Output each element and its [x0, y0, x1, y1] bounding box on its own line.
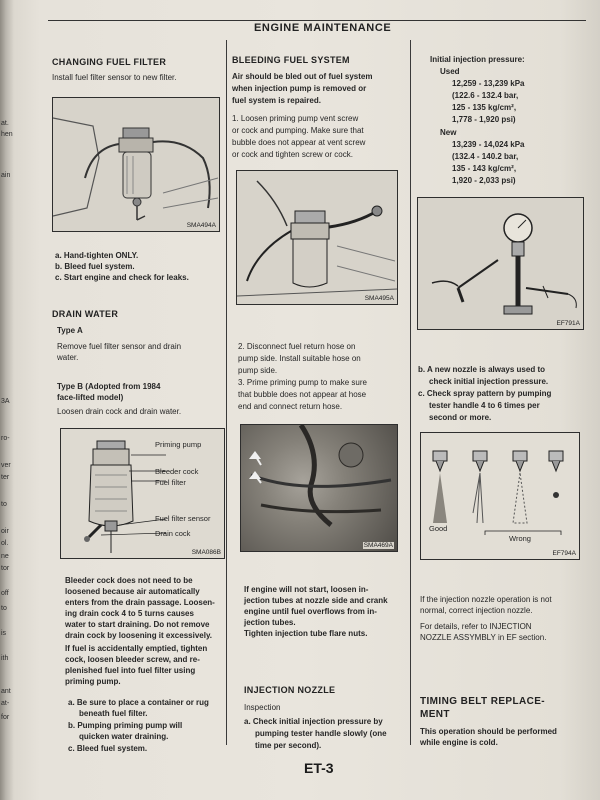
bleeding-note: jection tubes at nozzle side and crank: [244, 596, 388, 605]
nozzle-good: [433, 451, 447, 523]
margin-fragment: at.: [1, 120, 9, 127]
callout-drain-cock: Drain cock: [155, 529, 191, 538]
used-value: (122.6 - 132.4 bar,: [452, 91, 519, 100]
nozzle-step-c: c. Check spray pattern by pumping: [418, 389, 552, 398]
figure-label: SMA469A: [363, 542, 393, 549]
bleeding-note: jection tubes.: [244, 618, 296, 627]
spray-good-label: Good: [429, 524, 448, 533]
bleeding-step-2: pump side. Install suitable hose on: [238, 354, 361, 363]
drain-cock-figure: [60, 428, 225, 559]
figure-label: SMA494A: [186, 222, 216, 229]
header-rule: [48, 20, 586, 21]
margin-fragment: 3A: [1, 398, 10, 405]
nozzle-step-c: second or more.: [429, 413, 492, 422]
bleeding-step-1: or cock and tighten screw or cock.: [232, 150, 353, 159]
figure-label: EF791A: [556, 320, 580, 327]
margin-fragment: at-: [1, 700, 10, 707]
injection-nozzle-heading: INJECTION NOZZLE: [244, 685, 336, 695]
nozzle-step-b: check initial injection pressure.: [429, 377, 549, 386]
nozzle-note-1: normal, correct injection nozzle.: [420, 606, 533, 615]
bleeding-note: Tighten injection tube flare nuts.: [244, 629, 368, 638]
note-line: drain cock by loosening it excessively.: [65, 631, 213, 640]
type-a-heading: Type A: [57, 326, 83, 335]
note-line: ing drain cock 4 to 5 turns causes: [65, 609, 194, 618]
fuel-filter-figure: [52, 97, 220, 232]
note-line: cock, loosen bleeder screw, and re-: [65, 655, 200, 664]
note-line: enters from the drain passage. Loosen-: [65, 598, 215, 607]
margin-fragment: tor: [1, 565, 10, 572]
nozzle-note-1: If the injection nozzle operation is not: [420, 595, 552, 604]
changing-filter-intro: Install fuel filter sensor to new filter.: [52, 73, 177, 82]
nozzle-note-2: For details, refer to INJECTION: [420, 622, 532, 631]
margin-fragment: for: [1, 714, 10, 721]
drain-step-a: beneath fuel filter.: [79, 709, 148, 718]
timing-belt-heading: MENT: [420, 709, 450, 720]
drain-step-c: c. Bleed fuel system.: [68, 744, 148, 753]
used-label: Used: [440, 67, 460, 76]
used-value: 1,778 - 1,920 psi): [452, 115, 516, 124]
changing-filter-step: c. Start engine and check for leaks.: [55, 273, 189, 282]
inspection-step-a: time per second).: [255, 741, 322, 750]
bleeding-step-2: pump side.: [238, 366, 278, 375]
margin-fragment: ter: [1, 474, 10, 481]
margin-fragment: ol.: [1, 540, 9, 547]
callout-fuel-filter-sensor: Fuel filter sensor: [155, 514, 211, 523]
margin-fragment: ver: [1, 462, 11, 469]
margin-fragment: is: [1, 630, 7, 637]
inspection-step-a: a. Check initial injection pressure by: [244, 717, 383, 726]
figure-label: EF794A: [552, 550, 576, 557]
timing-belt-text: This operation should be performed: [420, 727, 557, 736]
note-line: water to start draining. Do not remove: [65, 620, 210, 629]
note-line: Bleeder cock does not need to be: [65, 576, 193, 585]
bleeding-step-3: 3. Prime priming pump to make sure: [238, 378, 367, 387]
note-line: loosened because air automatically: [65, 587, 200, 596]
new-label: New: [440, 128, 457, 137]
bleeding-step-3: that bubble does not appear at hose: [238, 390, 367, 399]
note-line: priming pump.: [65, 677, 121, 686]
type-b-text: Loosen drain cock and drain water.: [57, 407, 182, 416]
margin-fragment: ant: [1, 688, 11, 695]
type-b-heading: face-lifted model): [57, 393, 124, 402]
changing-filter-step: a. Hand-tighten ONLY.: [55, 251, 139, 260]
bleeding-intro: when injection pump is removed or: [232, 84, 367, 93]
changing-fuel-filter-heading: CHANGING FUEL FILTER: [52, 57, 167, 67]
column-divider: [226, 40, 227, 745]
margin-fragment: ne: [1, 553, 9, 560]
margin-fragment: ith: [1, 655, 9, 662]
new-value: 13,239 - 14,024 kPa: [452, 140, 525, 149]
timing-belt-heading: TIMING BELT REPLACE-: [420, 696, 546, 707]
margin-fragment: hen: [1, 131, 13, 138]
figure-label: SMA086B: [191, 549, 221, 556]
bleeding-step-1: 1. Loosen priming pump vent screw: [232, 114, 359, 123]
page-header-title: ENGINE MAINTENANCE: [254, 22, 392, 34]
margin-fragment: ro-: [1, 435, 10, 442]
drain-step-b: b. Pumping priming pump will: [68, 721, 183, 730]
inspection-subheading: Inspection: [244, 703, 281, 712]
nozzle-step-b: b. A new nozzle is always used to: [418, 365, 545, 374]
margin-fragment: ain: [1, 172, 11, 179]
bleeding-intro: Air should be bled out of fuel system: [232, 72, 373, 81]
timing-belt-text: while engine is cold.: [420, 738, 498, 747]
bleeding-fuel-system-heading: BLEEDING FUEL SYSTEM: [232, 55, 350, 65]
type-a-text: water.: [57, 353, 79, 362]
bleeding-note: engine until fuel overflows from in-: [244, 607, 377, 616]
new-value: 135 - 143 kg/cm²,: [452, 164, 517, 173]
bleeding-step-3: end and connect return hose.: [238, 402, 343, 411]
drain-water-heading: DRAIN WATER: [52, 309, 119, 319]
spray-wrong-label: Wrong: [509, 534, 531, 543]
margin-fragment: to: [1, 501, 7, 508]
type-a-text: Remove fuel filter sensor and drain: [57, 342, 182, 351]
used-value: 125 - 135 kg/cm²,: [452, 103, 517, 112]
column-divider: [410, 40, 411, 745]
spray-pattern-illustration: [421, 433, 579, 559]
spray-pattern-figure: [420, 432, 580, 560]
bleeding-intro: fuel system is repaired.: [232, 96, 321, 105]
fuel-filter-illustration: [53, 98, 219, 231]
new-value: (132.4 - 140.2 bar,: [452, 152, 519, 161]
changing-filter-step: b. Bleed fuel system.: [55, 262, 135, 271]
bleeding-step-1: or cock and pumping. Make sure that: [232, 126, 364, 135]
priming-pump-illustration: [237, 171, 397, 304]
nozzle-wrong-2: [513, 451, 527, 523]
bleeding-step-1: bubble does not appear at vent screw: [232, 138, 366, 147]
drain-step-b: quicken water draining.: [79, 732, 169, 741]
bleeding-note: If engine will not start, loosen in-: [244, 585, 369, 594]
page-number: ET-3: [304, 760, 334, 776]
note-line: If fuel is accidentally emptied, tighten: [65, 644, 208, 653]
injection-tubes-figure: [240, 424, 398, 552]
priming-pump-figure: [236, 170, 398, 305]
nozzle-note-2: NOZZLE ASSYMBLY in EF section.: [420, 633, 547, 642]
initial-pressure-title: Initial injection pressure:: [430, 55, 525, 64]
callout-priming-pump: Priming pump: [155, 440, 202, 449]
used-value: 12,259 - 13,239 kPa: [452, 79, 525, 88]
margin-fragment: to: [1, 605, 7, 612]
nozzle-tester-figure: [417, 197, 584, 330]
inspection-step-a: pumping tester handle slowly (one: [255, 729, 387, 738]
margin-fragment: off: [1, 590, 9, 597]
drain-step-a: a. Be sure to place a container or rug: [68, 698, 209, 707]
nozzle-wrong-3: [549, 451, 563, 498]
nozzle-tester-illustration: [418, 198, 583, 329]
engine-photo-illustration: [241, 425, 397, 551]
bleeding-step-2: 2. Disconnect fuel return hose on: [238, 342, 356, 351]
callout-bleeder-cock: Bleeder cock: [155, 467, 199, 476]
new-value: 1,920 - 2,033 psi): [452, 176, 516, 185]
type-b-heading: Type B (Adopted from 1984: [57, 382, 161, 391]
nozzle-wrong-1: [473, 451, 487, 523]
margin-fragment: oir: [1, 528, 9, 535]
figure-label: SMA495A: [364, 295, 394, 302]
nozzle-step-c: tester handle 4 to 6 times per: [429, 401, 540, 410]
note-line: plenished fuel into fuel filter using: [65, 666, 196, 675]
callout-fuel-filter: Fuel filter: [155, 478, 186, 487]
